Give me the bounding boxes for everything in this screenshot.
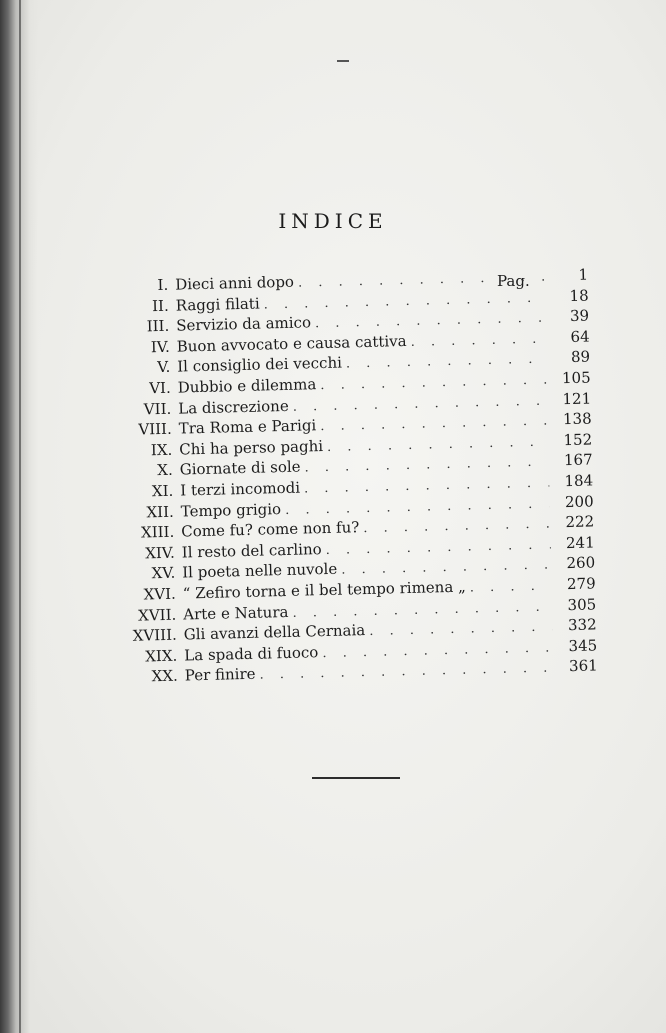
leader-dots (466, 576, 552, 598)
chapter-numeral: V. (157, 358, 171, 377)
chapter-numeral: XVI. (143, 584, 176, 604)
chapter-numeral: XV. (151, 564, 176, 583)
chapter-numeral: IV. (150, 337, 170, 356)
chapter-title: Per finire (184, 665, 256, 685)
chapter-title: La discrezione (178, 396, 289, 418)
chapter-title: Arte e Natura (183, 602, 289, 624)
chapter-numeral: VI. (149, 378, 171, 398)
chapter-numeral: VII. (143, 399, 172, 418)
chapter-title: Dubbio e dilemma (177, 375, 317, 397)
chapter-page: 1 (578, 265, 589, 284)
chapter-numeral: XIV. (144, 543, 175, 563)
chapter-page: 260 (566, 553, 596, 573)
chapter-numeral: VIII. (138, 419, 172, 439)
leader-dots (255, 659, 554, 686)
chapter-page: 64 (570, 327, 590, 346)
page-column-label: Pag. (497, 272, 530, 290)
leader-dots (406, 329, 546, 352)
chapter-title: Il resto del carlino (181, 539, 322, 562)
chapter-numeral: XIII. (140, 522, 175, 542)
chapter-page: 121 (562, 389, 592, 408)
chapter-page: 39 (569, 306, 590, 326)
chapter-numeral: XX. (151, 666, 179, 686)
chapter-title: Dieci anni dopo (175, 272, 295, 294)
chapter-page: 152 (563, 430, 593, 449)
chapter-title: Il poeta nelle nuvole (182, 560, 338, 582)
chapter-numeral: III. (146, 316, 170, 336)
end-rule (312, 777, 400, 779)
chapter-title: Giornate di sole (179, 457, 301, 479)
chapter-page: 167 (563, 450, 593, 470)
chapter-numeral: XVII. (137, 605, 177, 625)
chapter-page: 184 (564, 471, 594, 491)
chapter-title: Come fu? come non fu? (181, 518, 360, 541)
chapter-numeral: X. (157, 461, 173, 480)
chapter-page: 89 (570, 347, 591, 367)
chapter-title: I terzi incomodi (180, 478, 301, 500)
chapter-numeral: XII. (146, 502, 174, 521)
chapter-page: 361 (568, 656, 598, 676)
chapter-title: Tempo grigio (180, 499, 282, 521)
chapter-title: Raggi filati (175, 294, 260, 315)
chapter-title: “ Zefiro torna e il bel tempo rimena „ (182, 577, 467, 603)
chapter-title: Tra Roma e Parigi (178, 416, 317, 438)
chapter-page: 332 (567, 615, 597, 635)
chapter-page: 105 (561, 368, 591, 388)
chapter-title: Il consiglio dei vecchi (177, 353, 343, 376)
chapter-numeral: XI. (151, 481, 174, 501)
spine-edge-line (19, 0, 21, 1033)
chapter-page: 138 (562, 409, 592, 429)
chapter-numeral: IX. (150, 440, 173, 459)
chapter-page: 222 (565, 512, 595, 532)
chapter-numeral: II. (151, 296, 169, 315)
chapter-page: 241 (565, 533, 595, 552)
chapter-title: Gli avanzi della Cernaia (183, 621, 366, 644)
top-mark (337, 60, 349, 62)
chapter-title: Servizio da amico (176, 313, 312, 335)
chapter-page: 345 (568, 636, 598, 655)
chapter-page: 279 (566, 574, 596, 594)
chapter-numeral: I. (157, 275, 169, 295)
table-of-contents (118, 265, 598, 688)
chapter-numeral: XIX. (145, 646, 178, 666)
chapter-numeral: XVIII. (132, 625, 178, 645)
chapter-title: Buon avvocato e causa cattiva (176, 331, 407, 356)
chapter-page: 18 (569, 286, 589, 305)
page-title: INDICE (278, 209, 388, 233)
chapter-title: Chi ha perso paghi (179, 436, 324, 459)
chapter-page: 200 (564, 491, 594, 511)
chapter-page: 305 (567, 594, 597, 614)
chapter-title: La spada di fuoco (184, 642, 319, 665)
